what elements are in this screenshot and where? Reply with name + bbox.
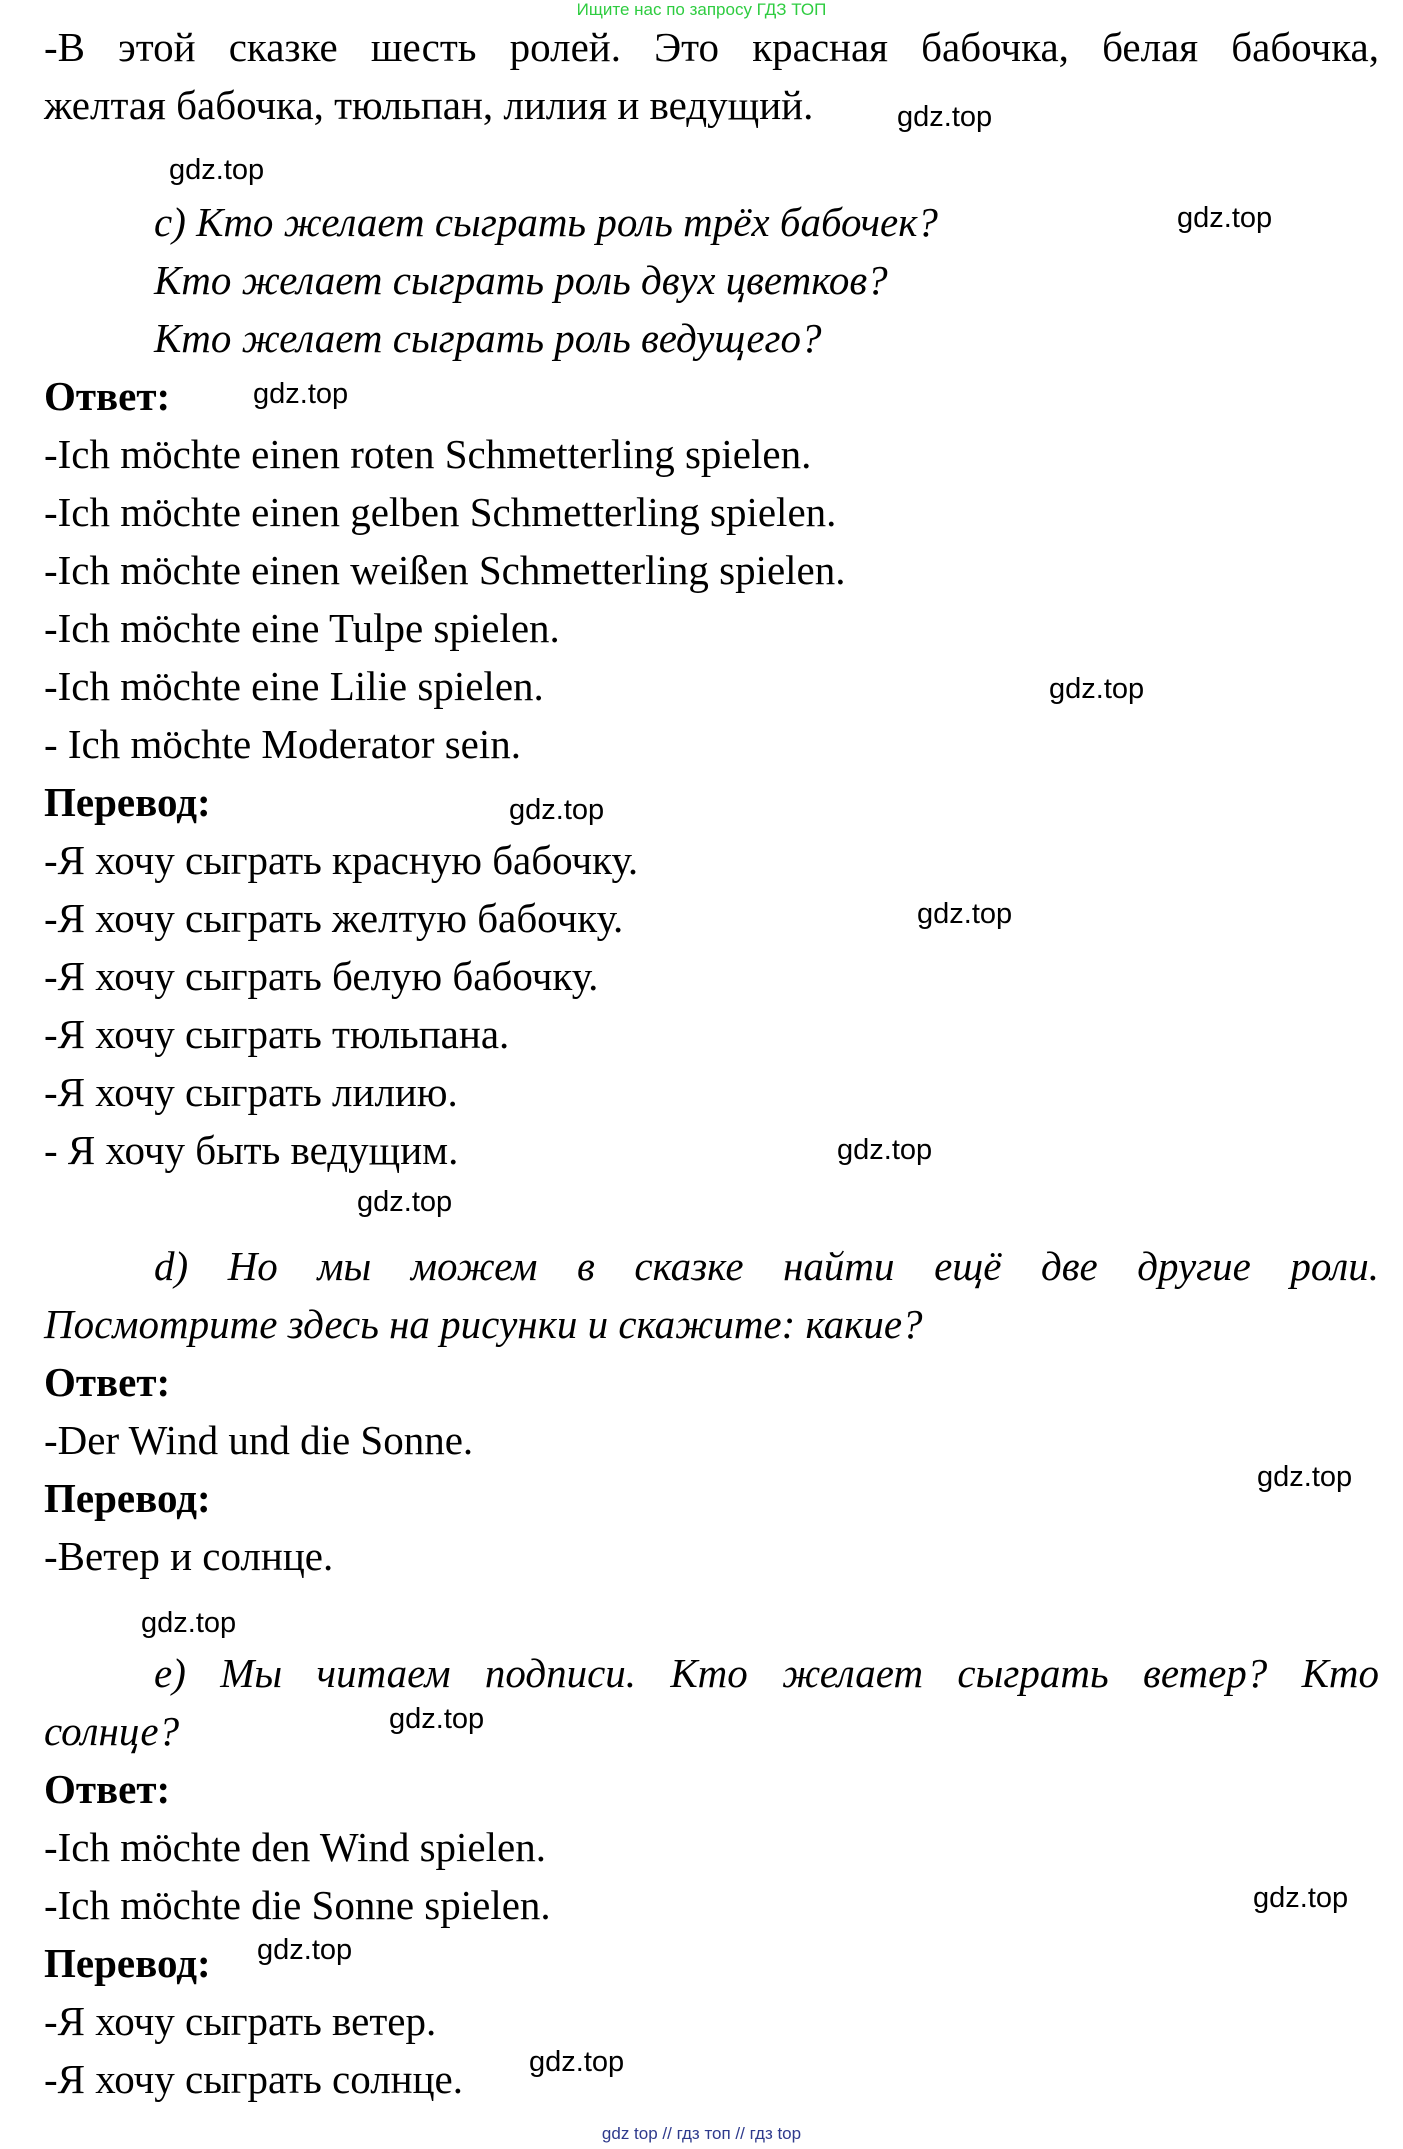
answer-label-e: Ответ: — [44, 1766, 171, 1812]
translation-c-5: -Я хочу сыграть лилию. — [44, 1069, 458, 1115]
translation-label-c: Перевод: — [44, 779, 211, 825]
watermark: gdz.top — [1253, 1882, 1349, 1914]
translation-c-6: - Я хочу быть ведущим. — [44, 1127, 459, 1173]
watermark: gdz.top — [1257, 1461, 1353, 1493]
answer-label-c: Ответ: — [44, 373, 171, 419]
translation-c-4: -Я хочу сыграть тюльпана. — [44, 1011, 510, 1057]
watermark: gdz.top — [897, 101, 993, 133]
watermark: gdz.top — [917, 898, 1013, 930]
watermark: gdz.top — [509, 794, 605, 826]
answer-d: -Der Wind und die Sonne. — [44, 1417, 474, 1463]
question-c-1: c) Кто желает сыграть роль трёх бабочек? — [154, 199, 938, 245]
watermark: gdz.top — [837, 1134, 933, 1166]
watermark: gdz.top — [1049, 673, 1145, 705]
watermark: gdz.top — [389, 1703, 485, 1735]
intro-line-1: -В этой сказке шесть ролей. Это красная бабочка, белая бабочка, — [44, 24, 1379, 70]
question-c-2: Кто желает сыграть роль двух цветков? — [154, 257, 888, 303]
answer-c-5: -Ich möchte eine Lilie spielen. — [44, 663, 544, 709]
watermark: gdz.top — [357, 1186, 453, 1218]
question-d-1: d) Но мы можем в сказке найти ещё две другие роли. — [154, 1243, 1379, 1289]
answer-label-d: Ответ: — [44, 1359, 171, 1405]
translation-e-1: -Я хочу сыграть ветер. — [44, 1998, 437, 2044]
watermark: gdz.top — [141, 1607, 237, 1639]
translation-c-1: -Я хочу сыграть красную бабочку. — [44, 837, 639, 883]
watermark: gdz.top — [257, 1934, 353, 1966]
answer-c-2: -Ich möchte einen gelben Schmetterling spielen. — [44, 489, 837, 535]
intro-line-2: желтая бабочка, тюльпан, лилия и ведущий. — [44, 82, 814, 128]
answer-c-4: -Ich möchte eine Tulpe spielen. — [44, 605, 560, 651]
question-e-1: e) Мы читаем подписи. Кто желает сыграть ветер? Кто — [154, 1650, 1379, 1696]
translation-c-2: -Я хочу сыграть желтую бабочку. — [44, 895, 624, 941]
translation-label-d: Перевод: — [44, 1475, 211, 1521]
top-banner[interactable]: Ищите нас по запросу ГДЗ ТОП — [576, 0, 827, 19]
translation-c-3: -Я хочу сыграть белую бабочку. — [44, 953, 599, 999]
translation-label-e: Перевод: — [44, 1940, 211, 1986]
translation-d: -Ветер и солнце. — [44, 1533, 334, 1579]
watermark: gdz.top — [253, 378, 349, 410]
watermark: gdz.top — [169, 154, 265, 186]
answer-e-1: -Ich möchte den Wind spielen. — [44, 1824, 546, 1870]
watermark: gdz.top — [529, 2046, 625, 2078]
answer-c-3: -Ich möchte einen weißen Schmetterling spielen. — [44, 547, 846, 593]
question-d-2: Посмотрите здесь на рисунки и скажите: какие? — [44, 1301, 923, 1347]
answer-c-1: -Ich möchte einen roten Schmetterling spielen. — [44, 431, 812, 477]
answer-c-6: - Ich möchte Moderator sein. — [44, 721, 522, 767]
answer-e-2: -Ich möchte die Sonne spielen. — [44, 1882, 551, 1928]
translation-e-2: -Я хочу сыграть солнце. — [44, 2056, 464, 2102]
watermark: gdz.top — [1177, 202, 1273, 234]
question-e-2: солнце? — [44, 1708, 180, 1754]
question-c-3: Кто желает сыграть роль ведущего? — [154, 315, 822, 361]
footer-links[interactable]: gdz top // гдз топ // гдз top — [601, 2124, 802, 2143]
